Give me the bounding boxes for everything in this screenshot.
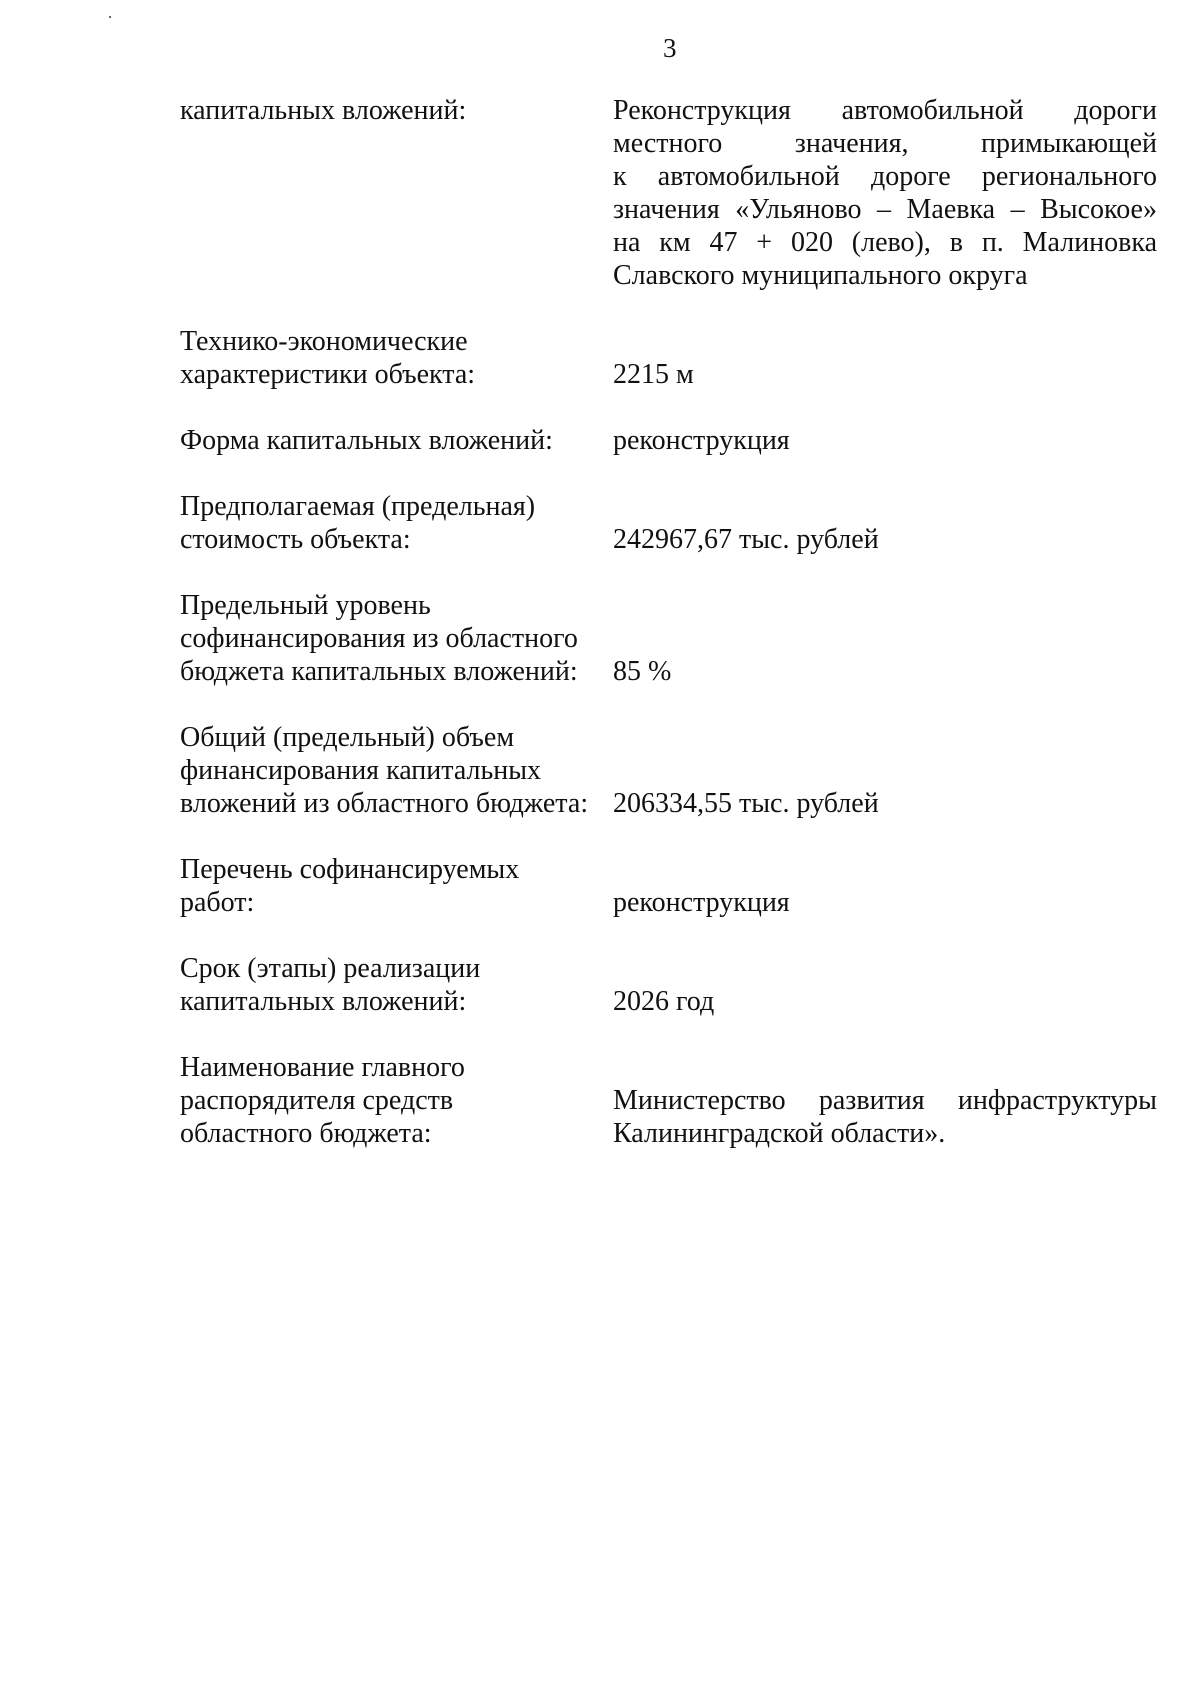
field-label: Предполагаемая (предельная) стоимость объекта:: [180, 491, 536, 555]
field-row-chief-administrator: [180, 1051, 1157, 1150]
field-value: реконструкция: [613, 887, 790, 918]
field-value-line: Славского муниципального округа: [613, 260, 1028, 291]
field-value-line: Реконструкция автомобильной дороги: [613, 95, 1157, 126]
field-row-object-name: [180, 94, 1157, 292]
field-label: Форма капитальных вложений:: [180, 425, 553, 456]
field-label: Наименование главного распорядителя средств областного бюджета:: [180, 1052, 465, 1149]
field-label: Общий (предельный) объем финансирования капитальных вложений из областного бюджета:: [180, 722, 589, 819]
field-row-investment-form: [180, 424, 1157, 457]
field-row-estimated-cost: [180, 490, 1157, 556]
field-label: Предельный уровень софинансирования из областного бюджета капитальных вложений:: [180, 590, 578, 687]
field-value: реконструкция: [613, 425, 790, 456]
page-number: 3: [663, 33, 677, 63]
field-label: капитальных вложений:: [180, 95, 467, 126]
field-value-line: к автомобильной дороге регионального: [613, 161, 1157, 192]
field-value: 85 %: [613, 656, 672, 687]
field-label: Технико-экономические характеристики объекта:: [180, 326, 476, 390]
document-body: [180, 94, 1157, 1183]
field-row-implementation-period: [180, 952, 1157, 1018]
field-row-cofinancing-level: [180, 589, 1157, 688]
field-row-specifications: [180, 325, 1157, 391]
field-value-line: Калининградской области».: [613, 1118, 946, 1149]
field-value: 2215 м: [613, 359, 694, 390]
field-label: Срок (этапы) реализации капитальных вложений:: [180, 953, 481, 1017]
field-value: [613, 1084, 1157, 1150]
scan-speck: [109, 16, 111, 18]
field-value-line: Министерство развития инфраструктуры: [613, 1085, 1157, 1116]
field-value: [613, 94, 1157, 292]
field-value-line: местного значения, примыкающей: [613, 128, 1157, 159]
field-value: 206334,55 тыс. рублей: [613, 788, 879, 819]
field-value: 2026 год: [613, 986, 715, 1017]
field-value: 242967,67 тыс. рублей: [613, 524, 879, 555]
field-value-line: значения «Ульяново – Маевка – Высокое»: [613, 194, 1157, 225]
field-row-works-list: [180, 853, 1157, 919]
field-row-financing-volume: [180, 721, 1157, 820]
field-value-line: на км 47 + 020 (лево), в п. Малиновка: [613, 227, 1157, 258]
field-label: Перечень софинансируемых работ:: [180, 854, 520, 918]
